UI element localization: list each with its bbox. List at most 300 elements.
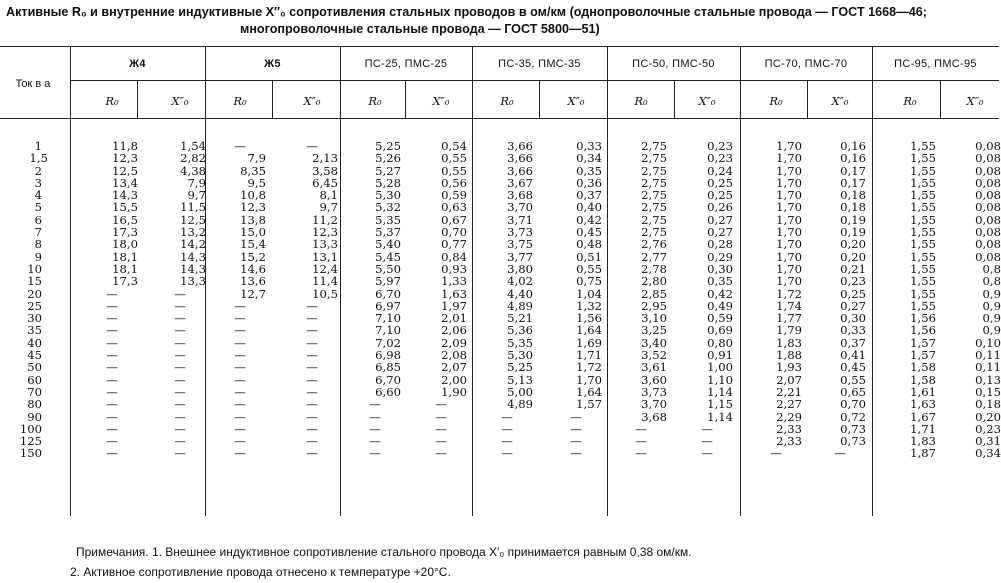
table-cell: 1,33 [441, 274, 467, 289]
rule-header-bottom [0, 118, 999, 119]
table-cell: — [106, 335, 118, 350]
table-cell: 0,45 [840, 360, 866, 375]
table-cell: — [570, 434, 582, 449]
table-cell: 13,4 [112, 175, 138, 190]
table-cell: 5,45 [375, 249, 401, 264]
table-cell: 2,80 [641, 274, 667, 289]
table-cell: 9,5 [247, 175, 266, 190]
table-cell: — [174, 298, 186, 313]
table-cell: 1,72 [776, 286, 802, 301]
table-cell: 1,70 [776, 163, 802, 178]
table-cell: 5,30 [375, 188, 401, 203]
ps50-r-column [615, 140, 667, 460]
table-cell: 2,77 [641, 249, 667, 264]
table-cell: — [501, 421, 513, 436]
table-cell: — [701, 446, 713, 461]
table-cell: 0,25 [707, 188, 733, 203]
table-cell: 0,19 [840, 212, 866, 227]
table-cell: 0,30 [707, 261, 733, 276]
table-cell: 0,16 [840, 139, 866, 153]
table-cell: 0,23 [707, 139, 733, 153]
table-cell: 13,2 [180, 225, 206, 240]
table-cell: 1,56 [576, 311, 602, 326]
current-cell: 50 [27, 360, 42, 375]
table-cell: 0,55 [840, 372, 866, 387]
table-cell: 0,25 [707, 175, 733, 190]
table-cell: — [234, 360, 246, 375]
table-cell: 2,76 [641, 237, 667, 252]
table-cell: — [306, 421, 318, 436]
table-cell: 1,90 [441, 384, 467, 399]
table-cell: 4,38 [180, 163, 206, 178]
table-cell: 0,31 [975, 434, 1001, 449]
rule-group-bottom [70, 80, 999, 81]
table-cell: 0,17 [840, 163, 866, 178]
table-cell: 0,72 [840, 409, 866, 424]
table-cell: 0,10 [975, 335, 1001, 350]
table-cell: 2,00 [441, 372, 467, 387]
table-cell: 0,36 [576, 175, 602, 190]
table-cell: 5,25 [375, 139, 401, 153]
table-cell: — [306, 298, 318, 313]
table-cell: 0,08 [975, 163, 1001, 178]
table-cell: 3,66 [507, 163, 533, 178]
table-cell: — [701, 421, 713, 436]
group-header: Ж5 [264, 58, 281, 70]
grid-line [940, 80, 941, 118]
table-cell: 0,37 [576, 188, 602, 203]
table-cell: — [106, 348, 118, 363]
table-cell: 0,77 [441, 237, 467, 252]
table-cell: 3,73 [507, 225, 533, 240]
table-cell: 2,75 [641, 151, 667, 166]
table-cell: 3,70 [641, 397, 667, 412]
table-cell: 1,55 [910, 261, 936, 276]
table-cell: 0,69 [707, 323, 733, 338]
table-cell: 3,77 [507, 249, 533, 264]
grid-line [70, 46, 71, 516]
table-cell: — [501, 434, 513, 449]
table-cell: 1,58 [910, 360, 936, 375]
table-cell: 6,98 [375, 348, 401, 363]
table-cell: — [635, 446, 647, 461]
table-cell: 7,10 [375, 311, 401, 326]
table-cell: 1,61 [910, 384, 936, 399]
table-cell: 8,35 [240, 163, 266, 178]
table-cell: 5,36 [507, 323, 533, 338]
table-cell: 0,67 [441, 212, 467, 227]
current-cell: 90 [27, 409, 42, 424]
current-cell: 7 [34, 225, 42, 240]
table-cell: 1,57 [910, 335, 936, 350]
table-cell: 0,59 [441, 188, 467, 203]
r0-header: R₀ [368, 94, 382, 108]
r0-header: R₀ [233, 94, 247, 108]
title-line-1: Активные R₀ и внутренние индуктивные X″₀ сопротивления стальных проводов в ом/км (однопроволочные стальные провода — ГОСТ 1668—46; [6, 5, 927, 19]
table-cell: 0,55 [576, 261, 602, 276]
table-cell: 6,85 [375, 360, 401, 375]
table-cell: 2,13 [312, 151, 338, 166]
table-cell: 0,08 [975, 151, 1001, 166]
table-cell: 1,70 [776, 237, 802, 252]
table-cell: — [306, 397, 318, 412]
table-cell: 3,66 [507, 151, 533, 166]
table-cell: 0,54 [441, 139, 467, 153]
table-cell: 0,42 [707, 286, 733, 301]
table-cell: 1,00 [707, 360, 733, 375]
table-cell: — [106, 384, 118, 399]
table-cell: 0,11 [975, 348, 1001, 363]
table-cell: 5,26 [375, 151, 401, 166]
current-cell: 1,5 [29, 151, 48, 166]
r0-header: R₀ [634, 94, 648, 108]
table-cell: 16,5 [112, 212, 138, 227]
table-cell: 2,82 [180, 151, 206, 166]
table-cell: 1,57 [910, 348, 936, 363]
table-cell: — [435, 434, 447, 449]
table-cell: 1,77 [776, 311, 802, 326]
table-cell: 14,3 [180, 261, 206, 276]
table-cell: 0,20 [975, 409, 1001, 424]
note-1: Примечания. 1. Внешнее индуктивное сопротивление стального провода X′₀ принимается равным 0,38 ом/км. [76, 545, 692, 559]
table-cell: — [234, 323, 246, 338]
table-cell: 2,75 [641, 225, 667, 240]
current-cell: 4 [34, 188, 42, 203]
table-cell: 0,16 [840, 151, 866, 166]
grid-line [472, 46, 473, 516]
table-cell: — [306, 372, 318, 387]
table-cell: 11,8 [112, 139, 138, 153]
table-cell: 1,54 [180, 139, 206, 153]
table-cell: 1,71 [576, 348, 602, 363]
table-cell: 0,18 [840, 200, 866, 215]
table-cell: 18,1 [112, 261, 138, 276]
ps70-r-column [750, 140, 802, 460]
ps95-r-column [884, 140, 936, 460]
table-cell: 3,61 [641, 360, 667, 375]
table-cell: 0,08 [975, 249, 1001, 264]
current-cell: 35 [27, 323, 42, 338]
grid-line [872, 46, 873, 516]
zh5-r-column [214, 140, 266, 460]
table-cell: 0,28 [707, 237, 733, 252]
table-cell: 0,42 [576, 212, 602, 227]
ps25-r-column [349, 140, 401, 460]
table-cell: — [174, 397, 186, 412]
table-cell: 0,59 [707, 311, 733, 326]
table-cell: 0,70 [840, 397, 866, 412]
table-cell: 6,97 [375, 298, 401, 313]
table-cell: 0,13 [975, 372, 1001, 387]
table-cell: 18,0 [112, 237, 138, 252]
table-cell: — [435, 397, 447, 412]
table-cell: 12,5 [180, 212, 206, 227]
table-cell: 14,3 [180, 249, 206, 264]
current-cell: 25 [27, 298, 42, 313]
ps35-r-column [481, 140, 533, 460]
table-cell: 5,27 [375, 163, 401, 178]
table-cell: 0,9 [982, 323, 1001, 338]
table-cell: 1,55 [910, 139, 936, 153]
x0-header: X″₀ [303, 94, 321, 108]
table-cell: 0,8 [982, 274, 1001, 289]
table-title [6, 4, 996, 38]
table-cell: 7,02 [375, 335, 401, 350]
table-cell: 5,50 [375, 261, 401, 276]
table-cell: 5,32 [375, 200, 401, 215]
table-cell: 1,83 [910, 434, 936, 449]
table-cell: — [435, 421, 447, 436]
table-cell: — [306, 139, 318, 153]
table-cell: 7,9 [187, 175, 206, 190]
table-cell: — [106, 372, 118, 387]
table-cell: — [369, 409, 381, 424]
table-cell: — [234, 384, 246, 399]
x0-header: X″₀ [966, 94, 984, 108]
table-cell: 0,23 [975, 421, 1001, 436]
table-cell: 11,2 [312, 212, 338, 227]
table-cell: 1,97 [441, 298, 467, 313]
table-cell: 0,19 [840, 225, 866, 240]
r0-header: R₀ [769, 94, 783, 108]
table-cell: — [306, 384, 318, 399]
current-cell: 5 [34, 200, 42, 215]
group-header: ПС-50, ПМС-50 [632, 58, 715, 70]
grid-line [674, 80, 675, 118]
table-cell: — [174, 372, 186, 387]
table-cell: — [174, 434, 186, 449]
table-cell: 0,20 [840, 249, 866, 264]
current-cell: 40 [27, 335, 42, 350]
table-cell: 1,70 [776, 151, 802, 166]
table-cell: 0,65 [840, 384, 866, 399]
current-cell: 70 [27, 384, 42, 399]
table-cell: — [306, 360, 318, 375]
current-cell: 1 [34, 139, 42, 153]
table-cell: 2,07 [776, 372, 802, 387]
table-cell: — [174, 446, 186, 461]
table-cell: 3,73 [641, 384, 667, 399]
current-cell: 20 [27, 286, 42, 301]
table-cell: — [635, 434, 647, 449]
table-cell: 3,10 [641, 311, 667, 326]
table-cell: 2,85 [641, 286, 667, 301]
table-cell: 9,7 [187, 188, 206, 203]
table-cell: 1,70 [776, 225, 802, 240]
current-header: Ток в а [15, 78, 51, 90]
table-cell: 2,75 [641, 188, 667, 203]
table-cell: 15,4 [240, 237, 266, 252]
table-cell: 1,55 [910, 163, 936, 178]
table-cell: 5,40 [375, 237, 401, 252]
r0-header: R₀ [500, 94, 514, 108]
table-cell: 13,3 [312, 237, 338, 252]
table-cell: 1,63 [910, 397, 936, 412]
table-cell: 3,80 [507, 261, 533, 276]
table-cell: — [306, 434, 318, 449]
table-cell: 2,95 [641, 298, 667, 313]
table-cell: 0,23 [840, 274, 866, 289]
table-cell: — [174, 384, 186, 399]
table-cell: 0,33 [840, 323, 866, 338]
table-cell: 1,70 [776, 274, 802, 289]
table-cell: — [369, 446, 381, 461]
table-cell: 3,68 [507, 188, 533, 203]
table-cell: 1,70 [576, 372, 602, 387]
table-cell: 1,70 [776, 212, 802, 227]
table-cell: 5,00 [507, 384, 533, 399]
current-cell: 125 [19, 434, 42, 449]
table-cell: 1,10 [707, 372, 733, 387]
table-cell: — [234, 397, 246, 412]
grid-line [807, 80, 808, 118]
table-cell: 12,5 [112, 163, 138, 178]
table-cell: 2,75 [641, 163, 667, 178]
table-cell: 13,1 [312, 249, 338, 264]
table-cell: 1,55 [910, 188, 936, 203]
table-cell: 12,3 [112, 151, 138, 166]
zh4-r-column [86, 140, 138, 460]
table-cell: — [234, 298, 246, 313]
table-cell: 13,3 [180, 274, 206, 289]
table-cell: 5,97 [375, 274, 401, 289]
table-cell: 17,3 [112, 225, 138, 240]
table-cell: — [174, 323, 186, 338]
grid-line [539, 80, 540, 118]
table-cell: 1,70 [776, 188, 802, 203]
table-cell: 1,70 [776, 261, 802, 276]
current-cell: 9 [34, 249, 42, 264]
table-cell: 0,75 [576, 274, 602, 289]
table-cell: 0,29 [707, 249, 733, 264]
table-cell: — [234, 335, 246, 350]
table-cell: 2,06 [441, 323, 467, 338]
table-cell: 18,1 [112, 249, 138, 264]
table-cell: — [234, 421, 246, 436]
table-cell: — [306, 311, 318, 326]
x0-header: X″₀ [831, 94, 849, 108]
table-cell: 3,75 [507, 237, 533, 252]
table-cell: 1,55 [910, 212, 936, 227]
table-cell: 0,35 [576, 163, 602, 178]
table-cell: 0,45 [576, 225, 602, 240]
table-cell: 1,64 [576, 384, 602, 399]
table-cell: 0,73 [840, 434, 866, 449]
table-cell: 0,18 [975, 397, 1001, 412]
table-cell: 5,35 [507, 335, 533, 350]
table-cell: 1,57 [576, 397, 602, 412]
table-cell: 4,40 [507, 286, 533, 301]
table-cell: 0,41 [840, 348, 866, 363]
table-cell: 0,51 [576, 249, 602, 264]
table-cell: — [570, 409, 582, 424]
table-cell: 0,55 [441, 163, 467, 178]
table-cell: — [106, 298, 118, 313]
table-cell: 0,18 [840, 188, 866, 203]
table-cell: 0,40 [576, 200, 602, 215]
table-cell: 1,64 [576, 323, 602, 338]
table-cell: 12,4 [312, 261, 338, 276]
table-cell: — [106, 434, 118, 449]
table-cell: 0,23 [707, 151, 733, 166]
current-cell: 2 [34, 163, 42, 178]
table-cell: 2,21 [776, 384, 802, 399]
table-cell: — [635, 421, 647, 436]
table-cell: 1,56 [910, 323, 936, 338]
table-cell: — [435, 446, 447, 461]
table-cell: 6,60 [375, 384, 401, 399]
table-cell: 0,73 [840, 421, 866, 436]
table-cell: 0,25 [840, 286, 866, 301]
table-cell: 0,8 [982, 261, 1001, 276]
current-cell: 80 [27, 397, 42, 412]
table-cell: — [234, 446, 246, 461]
table-cell: — [306, 323, 318, 338]
table-cell: — [306, 409, 318, 424]
table-cell: — [106, 286, 118, 301]
table-cell: 0,84 [441, 249, 467, 264]
table-cell: — [174, 286, 186, 301]
table-cell: 15,2 [240, 249, 266, 264]
table-cell: 2,07 [441, 360, 467, 375]
table-cell: 0,20 [840, 237, 866, 252]
table-cell: 2,33 [776, 421, 802, 436]
table-cell: 1,88 [776, 348, 802, 363]
table-cell: 1,83 [776, 335, 802, 350]
table-cell: 1,14 [707, 384, 733, 399]
table-cell: 0,80 [707, 335, 733, 350]
current-cell: 100 [19, 421, 42, 436]
table-cell: 2,78 [641, 261, 667, 276]
grid-line [607, 46, 608, 516]
ps50-x-column [681, 140, 733, 460]
table-cell: — [234, 311, 246, 326]
table-cell: 1,71 [910, 421, 936, 436]
table-cell: 0,27 [707, 225, 733, 240]
table-cell: 0,08 [975, 225, 1001, 240]
table-cell: 3,67 [507, 175, 533, 190]
current-cell: 45 [27, 348, 42, 363]
current-column [2, 140, 48, 460]
table-cell: 6,70 [375, 372, 401, 387]
ps95-x-column [949, 140, 1001, 460]
table-cell: — [174, 311, 186, 326]
table-cell: 13,6 [240, 274, 266, 289]
table-cell: 4,89 [507, 298, 533, 313]
table-cell: — [234, 139, 246, 153]
table-cell: 0,08 [975, 237, 1001, 252]
table-cell: 1,72 [576, 360, 602, 375]
table-cell: 3,52 [641, 348, 667, 363]
table-cell: — [174, 421, 186, 436]
table-cell: 1,79 [776, 323, 802, 338]
table-cell: 0,49 [707, 298, 733, 313]
table-cell: — [770, 446, 782, 461]
table-cell: 5,28 [375, 175, 401, 190]
table-cell: 14,2 [180, 237, 206, 252]
table-cell: 5,35 [375, 212, 401, 227]
table-cell: 3,25 [641, 323, 667, 338]
table-cell: 0,15 [975, 384, 1001, 399]
table-cell: 2,75 [641, 175, 667, 190]
table-cell: 2,33 [776, 434, 802, 449]
table-cell: 3,66 [507, 139, 533, 153]
table-cell: 0,70 [441, 225, 467, 240]
x0-header: X″₀ [432, 94, 450, 108]
grid-line [137, 80, 138, 118]
current-cell: 8 [34, 237, 42, 252]
table-cell: — [834, 446, 846, 461]
